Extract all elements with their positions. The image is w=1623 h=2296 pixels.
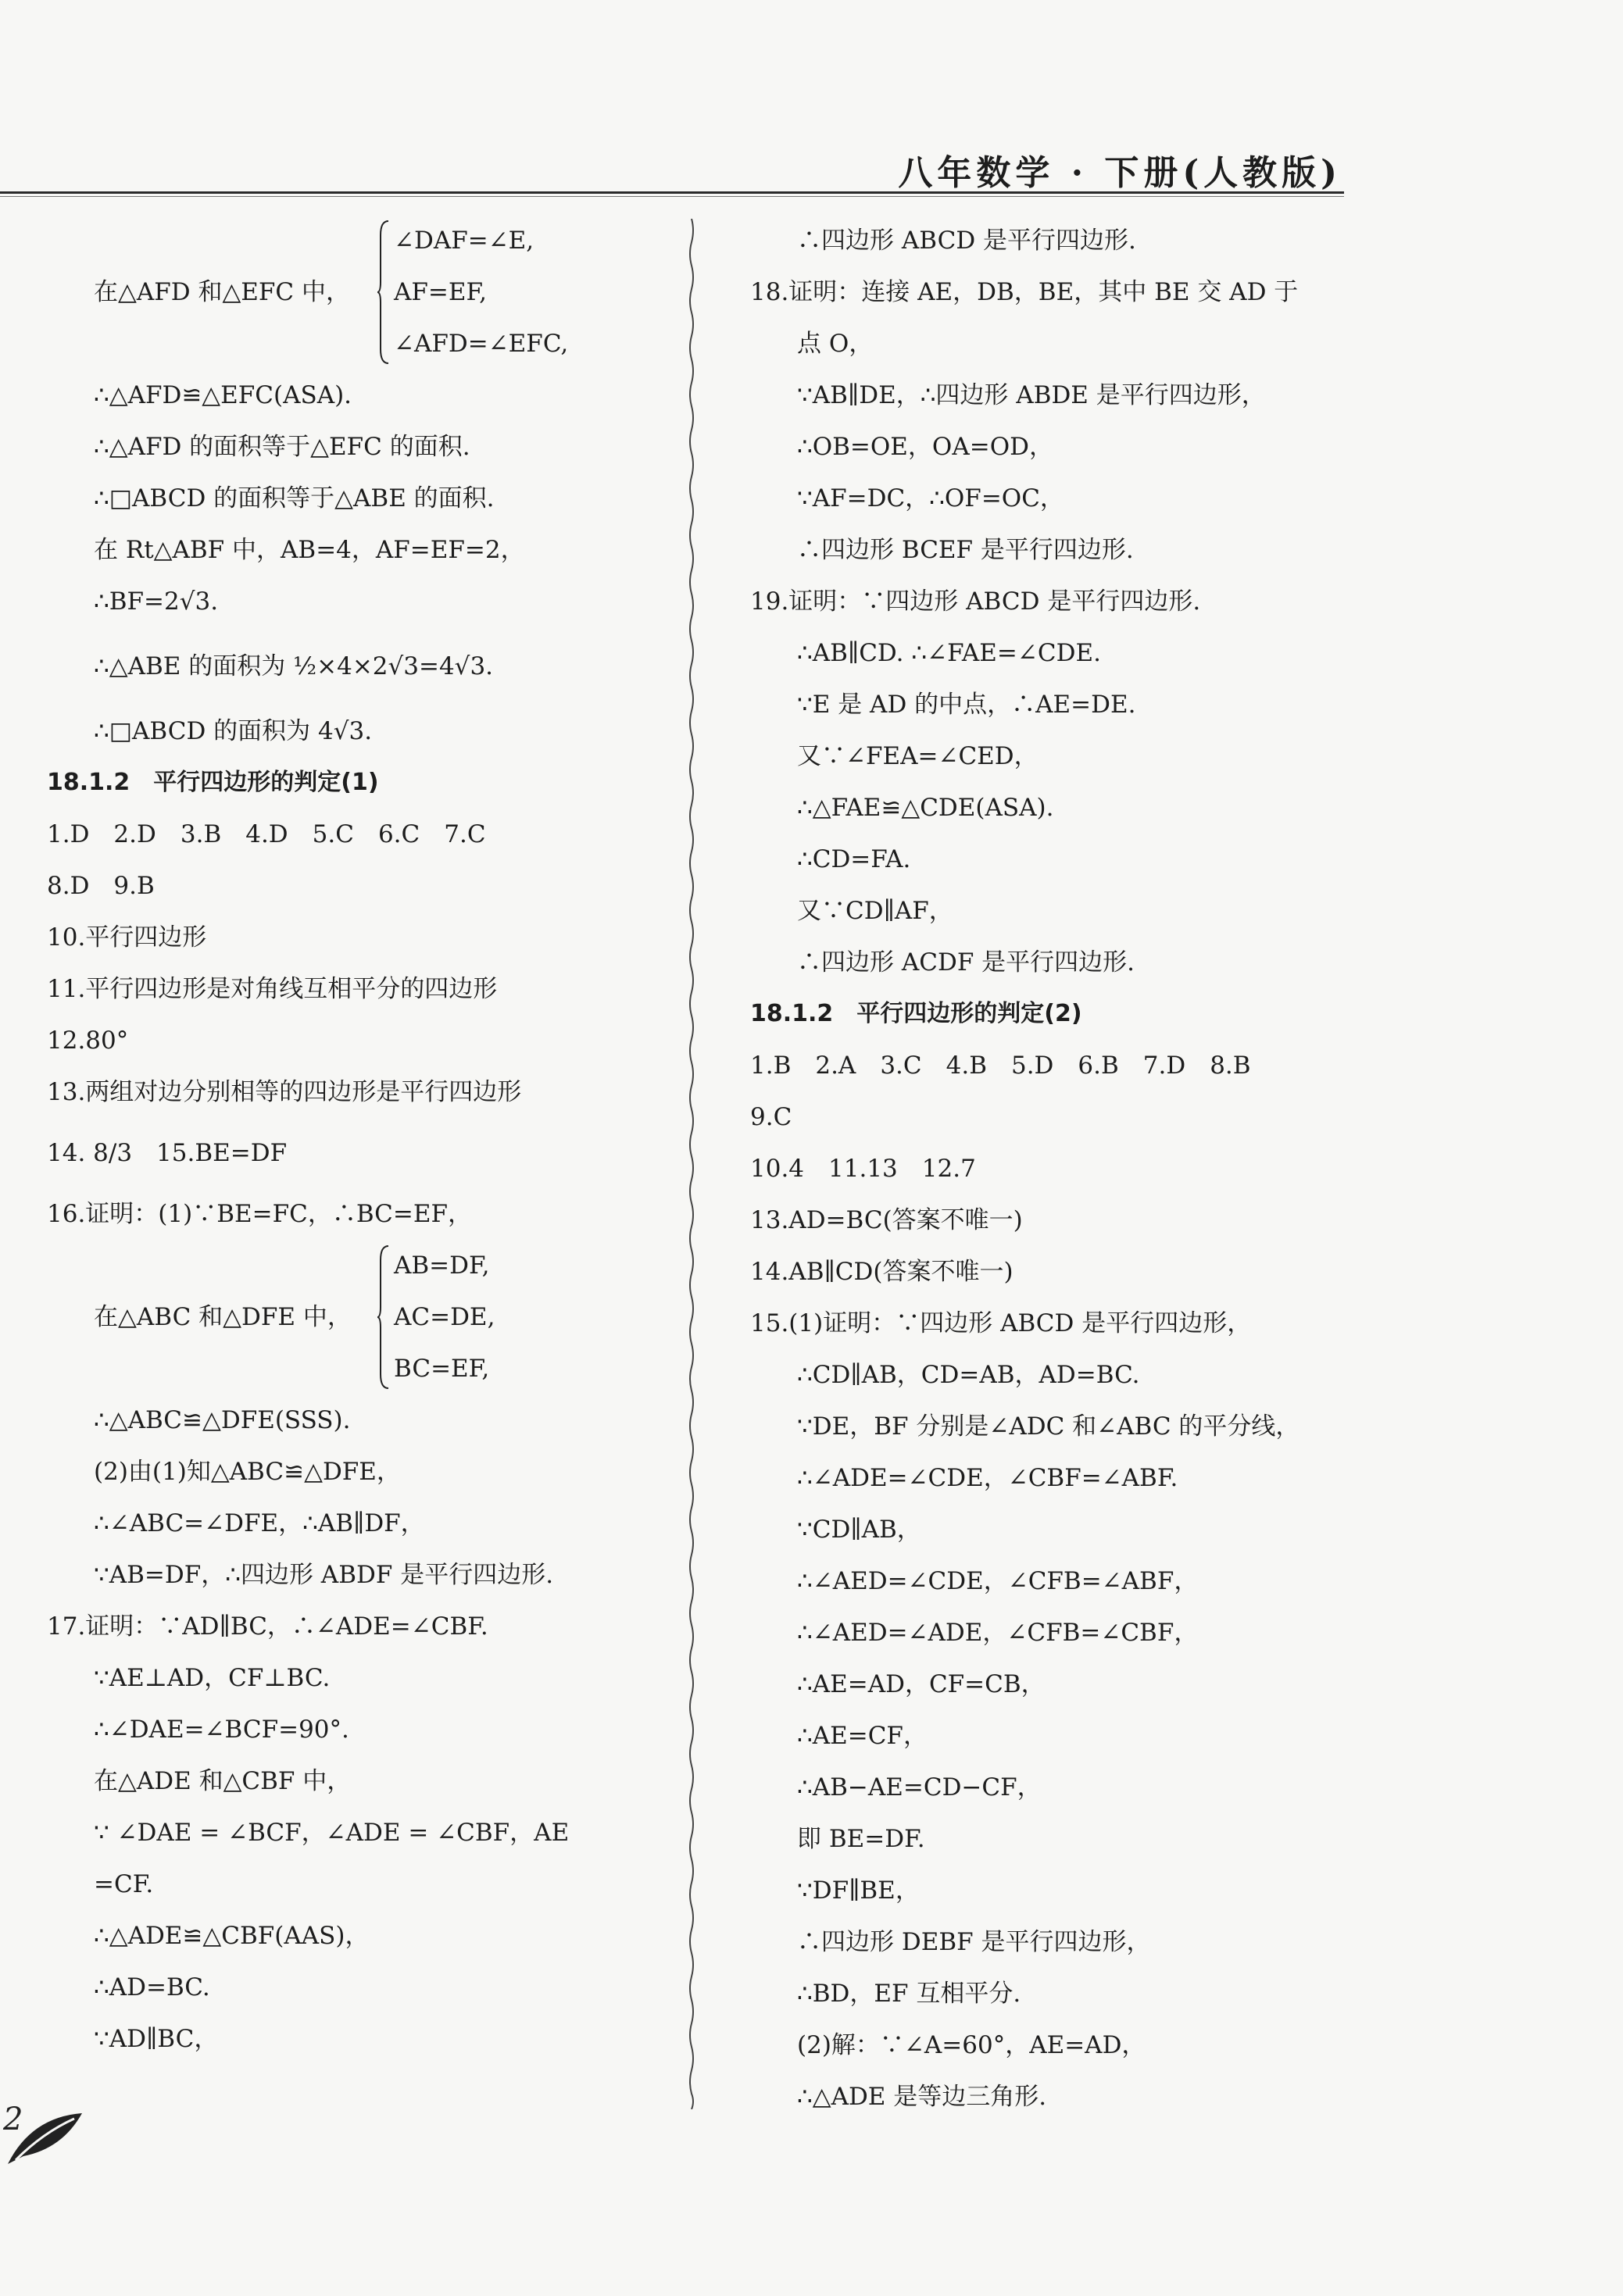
text-line: ∴AB−AE=CD−CF， (797, 1773, 1042, 1801)
text-line: ∴△AFD≌△EFC(ASA). (94, 381, 352, 409)
answer-line: 10.平行四边形 (47, 923, 207, 952)
text-line: ∴∠AED=∠ADE，∠CFB=∠CBF， (797, 1619, 1199, 1647)
text-line: ∴∠DAE=∠BCF=90°. (94, 1716, 349, 1744)
text-line: ∵AE⊥AD，CF⊥BC. (94, 1664, 331, 1692)
text-line: ∵E 是 AD 的中点，∴AE=DE. (797, 691, 1136, 719)
text-line: ∵DE，BF 分别是∠ADC 和∠ABC 的平分线， (797, 1412, 1300, 1441)
text-line: ∴CD∥AB，CD=AB，AD=BC. (797, 1361, 1140, 1389)
text-line: ∴AE=CF， (797, 1722, 928, 1750)
answer-line: 1.B 2.A 3.C 4.B 5.D 6.B 7.D 8.B (750, 1052, 1251, 1080)
text-line: ∴△ADE 是等边三角形. (797, 2083, 1047, 2111)
answer-line: 15.(1)证明：∵四边形 ABCD 是平行四边形， (750, 1309, 1252, 1337)
system-row: BC=EF, (394, 1355, 490, 1383)
text-line: 点 O， (797, 330, 874, 358)
brace-icon (377, 220, 389, 365)
equation-system-2 (47, 1240, 672, 1394)
page-number-ornament (0, 2101, 86, 2172)
text-line: 即 BE=DF. (797, 1825, 925, 1853)
text-line: ∴BF=2√3. (94, 587, 219, 616)
answer-line: 14.AB∥CD(答案不唯一) (750, 1258, 1013, 1286)
answer-line: 18.证明：连接 AE，DB，BE，其中 BE 交 AD 于 (750, 278, 1299, 306)
page-header-title: 八年数学 · 下册(人教版) (898, 153, 1342, 193)
answer-line: 10.4 11.13 12.7 (750, 1155, 976, 1183)
text-line: (2)解：∵∠A=60°，AE=AD， (797, 2031, 1146, 2059)
text-line: ∵DF∥BE， (797, 1876, 920, 1905)
text-line: ∴AB∥CD. ∴∠FAE=∠CDE. (797, 639, 1101, 667)
text-line: ∵AB=DF，∴四边形 ABDF 是平行四边形. (94, 1561, 554, 1589)
text-line: ∴△FAE≌△CDE(ASA). (797, 794, 1054, 822)
answer-line: 13.两组对边分别相等的四边形是平行四边形 (47, 1078, 522, 1106)
text-line: (2)由(1)知△ABC≌△DFE， (94, 1458, 401, 1486)
system-row: AC=DE, (394, 1303, 495, 1331)
section-heading: 18.1.2 平行四边形的判定(2) (750, 1000, 1082, 1027)
left-column (47, 215, 672, 2065)
text-line: ∴□ABCD 的面积等于△ABE 的面积. (94, 484, 495, 512)
text-line: 又∵CD∥AF， (797, 897, 953, 925)
system-row: ∠AFD=∠EFC, (394, 330, 569, 358)
text-line: ∴□ABCD 的面积为 4√3. (94, 717, 373, 745)
answer-line: 9.C (750, 1103, 792, 1131)
system-row: ∠DAF=∠E, (394, 227, 534, 255)
answer-line: 1.D 2.D 3.B 4.D 5.C 6.C 7.C (47, 820, 486, 848)
text-line: ∵ ∠DAE = ∠BCF，∠ADE = ∠CBF，AE (94, 1819, 570, 1847)
brace-icon (377, 1244, 389, 1390)
text-line: ∴∠ADE=∠CDE，∠CBF=∠ABF. (797, 1464, 1178, 1492)
text-line: =CF. (94, 1870, 154, 1898)
text-line: 在 Rt△ABF 中，AB=4，AF=EF=2， (94, 536, 525, 564)
text-line: ∴△ABC≌△DFE(SSS). (94, 1406, 351, 1434)
text-line: ∴四边形 ABCD 是平行四边形. (797, 227, 1136, 255)
text-line: 在△ADE 和△CBF 中， (94, 1767, 352, 1795)
system-lead: 在△ABC 和△DFE 中， (94, 1303, 352, 1331)
text-line: ∴△ADE≌△CBF(AAS)， (94, 1922, 370, 1950)
answer-line: 12.80° (47, 1027, 129, 1055)
text-line: ∵AB∥DE，∴四边形 ABDE 是平行四边形， (797, 381, 1266, 409)
text-line: ∴∠AED=∠CDE，∠CFB=∠ABF， (797, 1567, 1199, 1595)
text-line: ∴∠ABC=∠DFE，∴AB∥DF， (94, 1509, 425, 1537)
system-row: AF=EF, (394, 278, 488, 306)
text-line: ∴AE=AD，CF=CB， (797, 1670, 1046, 1698)
text-line: ∴四边形 BCEF 是平行四边形. (797, 536, 1134, 564)
header-rule (0, 191, 1344, 197)
page-number: 2 (3, 2101, 23, 2137)
answer-line: 13.AD=BC(答案不唯一) (750, 1206, 1023, 1234)
text-line: 又∵∠FEA=∠CED， (797, 742, 1039, 770)
text-line: ∴CD=FA. (797, 845, 911, 873)
section-heading: 18.1.2 平行四边形的判定(1) (47, 769, 379, 796)
text-line: ∵AF=DC，∴OF=OC， (797, 484, 1064, 512)
right-column (750, 215, 1360, 2123)
equation-system-1 (47, 215, 672, 370)
text-line: ∵CD∥AB， (797, 1516, 921, 1544)
answer-line: 19.证明：∵四边形 ABCD 是平行四边形. (750, 587, 1201, 616)
answer-line: 14. 8/3 15.BE=DF (47, 1139, 288, 1167)
text-line: ∴AD=BC. (94, 1973, 210, 2001)
system-lead: 在△AFD 和△EFC 中， (94, 278, 350, 306)
system-row: AB=DF, (394, 1252, 490, 1280)
answer-line: 17.证明：∵AD∥BC，∴∠ADE=∠CBF. (47, 1612, 488, 1641)
text-line: ∴△ABE 的面积为 ½×4×2√3=4√3. (94, 652, 494, 680)
text-line: ∴四边形 DEBF 是平行四边形， (797, 1928, 1151, 1956)
column-divider (688, 219, 695, 2109)
answer-line: 8.D 9.B (47, 872, 155, 900)
text-line: ∴OB=OE，OA=OD， (797, 433, 1053, 461)
text-line: ∴四边形 ACDF 是平行四边形. (797, 948, 1135, 977)
text-line: ∴BD，EF 互相平分. (797, 1980, 1021, 2008)
text-line: ∴△AFD 的面积等于△EFC 的面积. (94, 433, 470, 461)
answer-line: 16.证明：(1)∵BE=FC，∴BC=EF， (47, 1200, 473, 1228)
answer-line: 11.平行四边形是对角线互相平分的四边形 (47, 975, 498, 1003)
text-line: ∵AD∥BC， (94, 2025, 219, 2053)
